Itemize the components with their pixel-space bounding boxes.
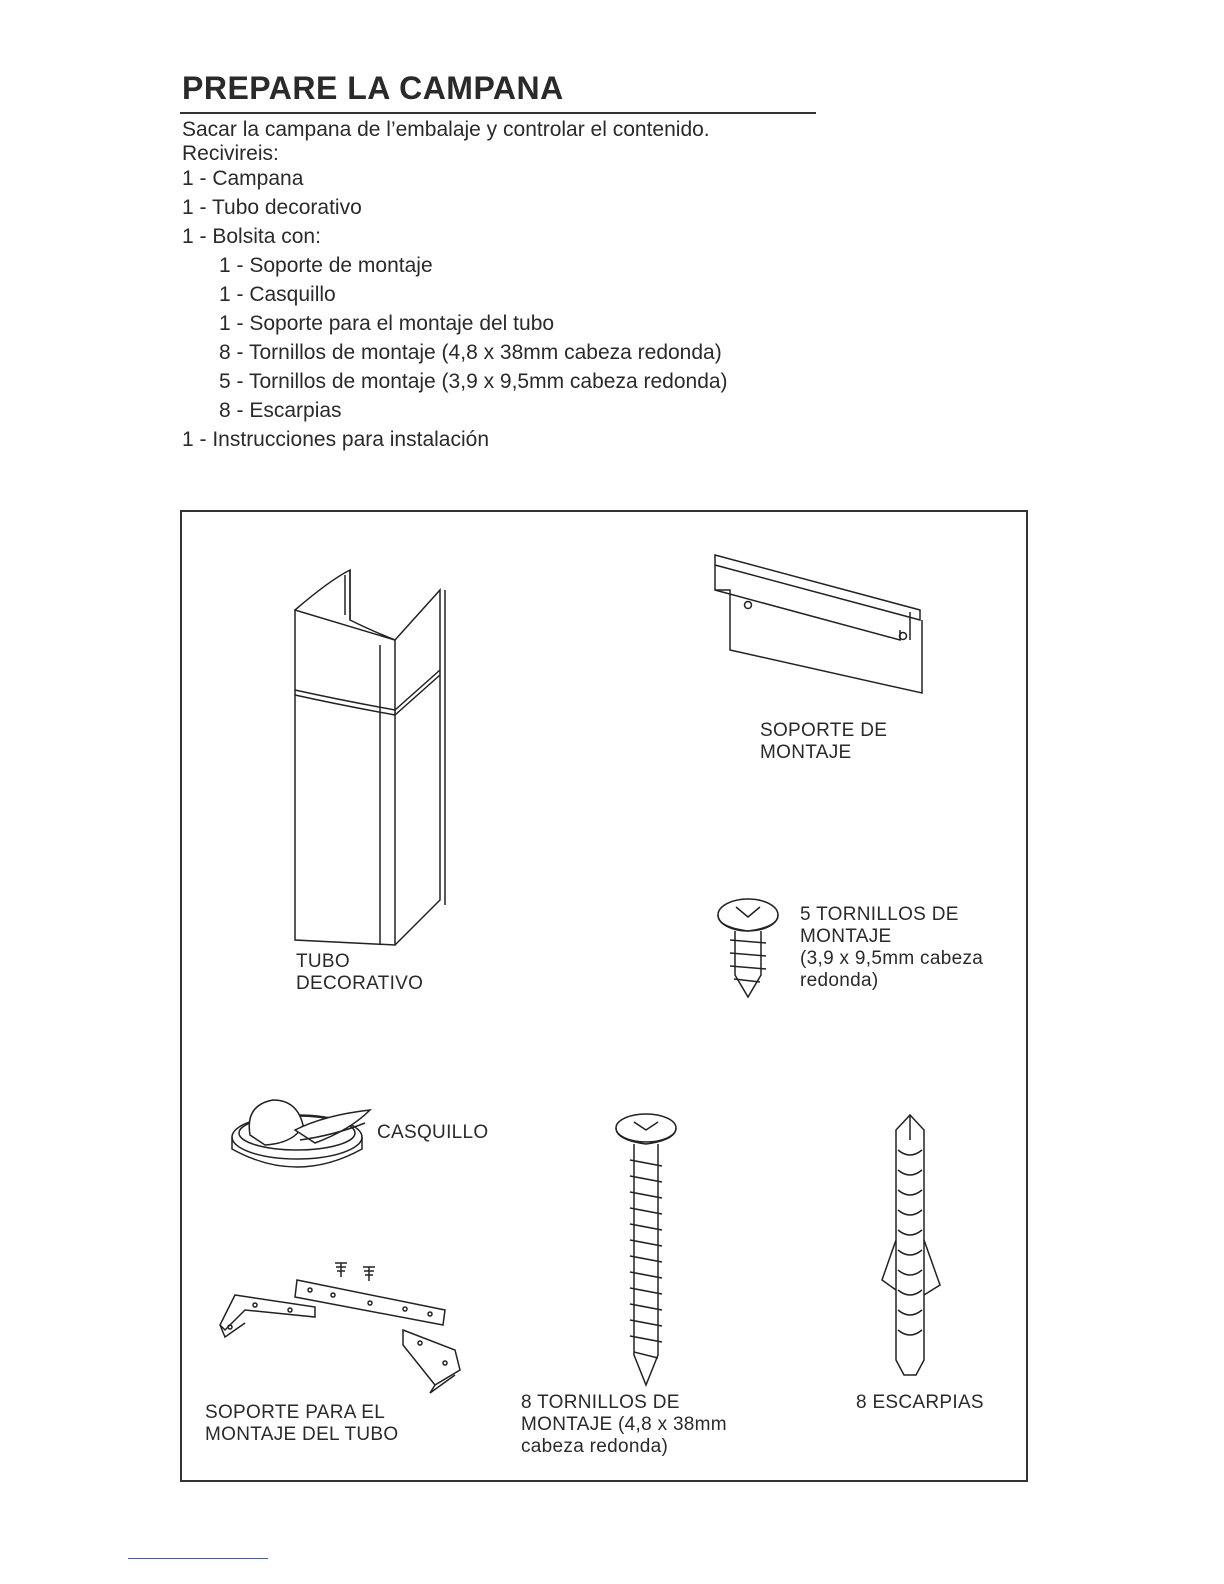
sub-list-item: 5 - Tornillos de montaje (3,9 x 9,5mm cabeza redonda) [219, 370, 728, 393]
sub-list-item: 1 - Soporte para el montaje del tubo [219, 312, 555, 335]
list-item: 1 - Instrucciones para instalación [182, 428, 489, 451]
wall-plug-illustration [868, 1110, 953, 1380]
label-8-tornillos: 8 TORNILLOS DE MONTAJE (4,8 x 38mm cabeza redonda) [521, 1392, 727, 1457]
list-item: 1 - Bolsita con: [182, 225, 321, 248]
sub-list-item: 8 - Tornillos de montaje (4,8 x 38mm cabeza redonda) [219, 341, 722, 364]
page-title: PREPARE LA CAMPANA [182, 70, 564, 106]
label-5-tornillos: 5 TORNILLOS DE MONTAJE (3,9 x 9,5mm cabeza redonda) [800, 904, 984, 991]
small-screw-illustration [710, 895, 790, 1000]
intro-line-2: Recivireis: [182, 142, 279, 165]
sub-list-item: 1 - Casquillo [219, 283, 336, 306]
title-underline [180, 112, 816, 114]
mounting-bracket-illustration [710, 550, 930, 695]
label-soporte-tubo: SOPORTE PARA EL MONTAJE DEL TUBO [205, 1402, 399, 1445]
label-escarpias: 8 ESCARPIAS [856, 1392, 984, 1413]
casquillo-illustration [225, 1095, 375, 1180]
sub-list-item: 1 - Soporte de montaje [219, 254, 433, 277]
tube-bracket-illustration [215, 1255, 470, 1395]
contents-list [182, 164, 728, 454]
decorative-tube-illustration [280, 560, 450, 955]
list-item: 1 - Campana [182, 167, 304, 190]
intro-line-1: Sacar la campana de l’embalaje y controlar el contenido. [182, 118, 710, 141]
label-soporte-de-montaje: SOPORTE DE MONTAJE [760, 720, 888, 763]
bottom-link-line [128, 1558, 268, 1559]
label-casquillo: CASQUILLO [377, 1122, 489, 1143]
intro-text [182, 118, 710, 166]
sub-list-item: 8 - Escarpias [219, 399, 342, 422]
list-item: 1 - Tubo decorativo [182, 196, 362, 219]
label-tubo-decorativo: TUBO DECORATIVO [296, 951, 424, 994]
long-screw-illustration [608, 1110, 683, 1390]
